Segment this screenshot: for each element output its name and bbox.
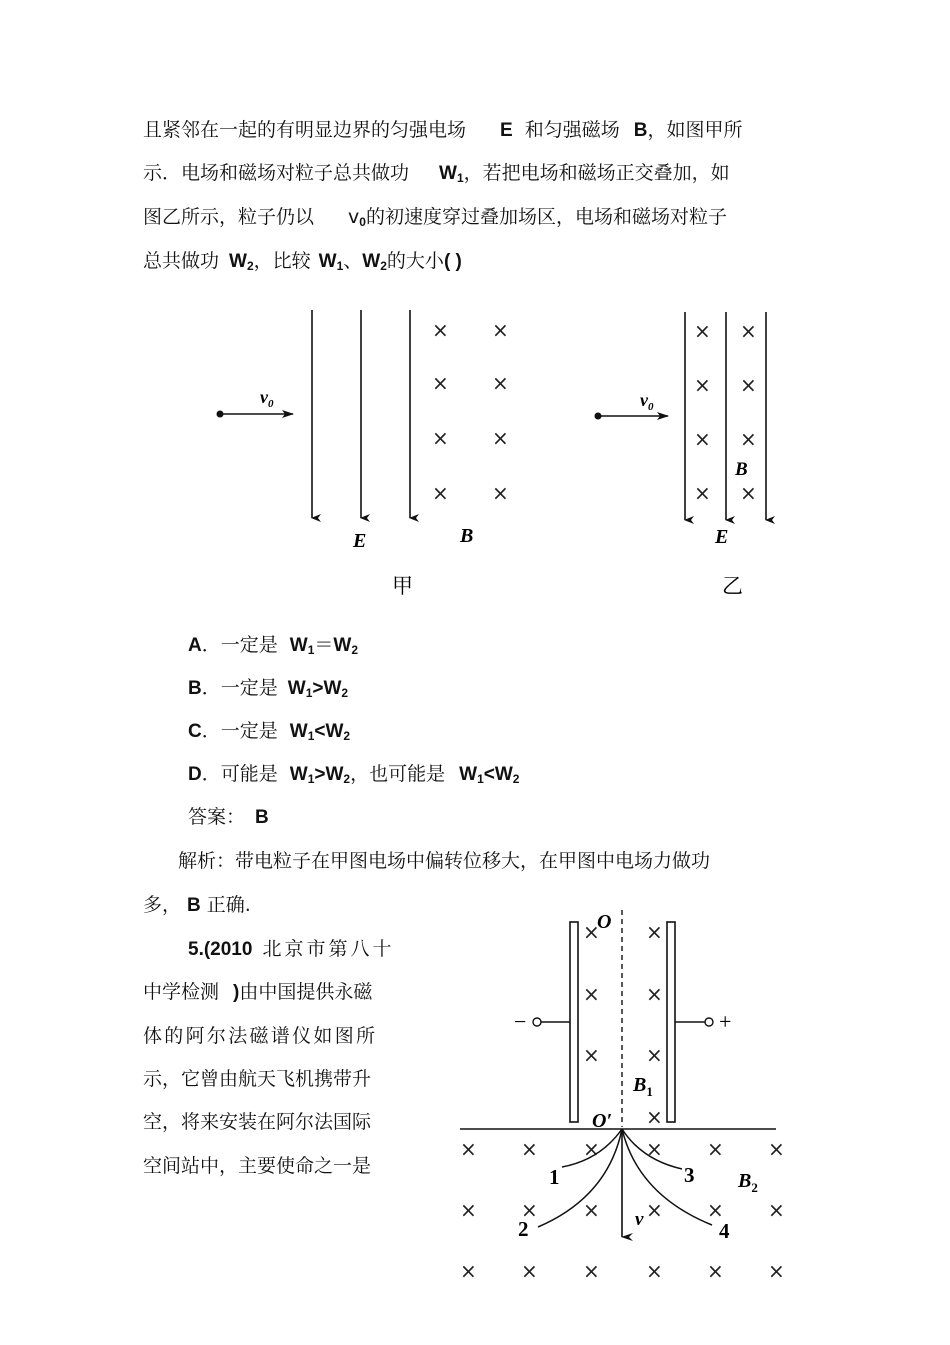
b-label: B — [735, 459, 748, 480]
cross: × — [646, 1105, 663, 1129]
option-d: D．可能是 $W_1>W_2$，也可能是 $W_1<W_2$ — [188, 763, 520, 786]
plus-sign: + — [719, 1009, 732, 1034]
q5-line-2: 中学检测 )由中国提供永磁 — [143, 981, 373, 1003]
answer: 答案： B — [188, 806, 269, 828]
cross: × — [707, 1259, 724, 1283]
cross: × — [740, 373, 757, 397]
cross: × — [646, 1259, 663, 1283]
question-line-1: 且紧邻在一起的有明显边界的匀强电场 E 和匀强磁场 B，如图甲所 — [143, 119, 743, 141]
question-line-3: 图乙所示，粒子仍以 $v_0$的初速度穿过叠加场区，电场和磁场对粒子 — [143, 206, 727, 229]
q5-line-4: 示，它曾由航天飞机携带升 — [143, 1068, 372, 1090]
analysis-line-1: 解析：带电粒子在甲图电场中偏转位移大，在甲图中电场力做功 — [178, 850, 711, 872]
e-label: E — [715, 526, 729, 548]
cross: × — [646, 1198, 663, 1222]
e-label: E — [353, 530, 367, 552]
caption-jia: 甲 — [392, 574, 413, 598]
cross: × — [432, 318, 449, 342]
cross: × — [768, 1198, 785, 1222]
b-field-crosses — [432, 318, 509, 505]
cross: × — [521, 1198, 538, 1222]
cross: × — [492, 371, 509, 395]
cross: × — [583, 1259, 600, 1283]
plus-terminal — [705, 1018, 713, 1026]
b-label: B — [460, 525, 474, 547]
v0-label: $v_0$ — [640, 390, 654, 413]
cross: × — [707, 1198, 724, 1222]
traj-label-2: 2 — [518, 1217, 529, 1241]
q5-line-6: 空间站中，主要使命之一是 — [143, 1155, 372, 1177]
minus-sign: − — [514, 1009, 527, 1034]
b1-label: $B_1$ — [633, 1074, 653, 1099]
cross: × — [646, 1137, 663, 1161]
v0-label: $v_0$ — [260, 387, 274, 410]
option-a: A．一定是 $W_1=W_2$ — [188, 634, 359, 657]
q5-line-5: 空，将来安装在阿尔法国际 — [143, 1111, 372, 1133]
figure-jia-yi — [0, 300, 950, 620]
o-prime-label: O′ — [592, 1110, 613, 1132]
cross: × — [740, 427, 757, 451]
figure-yi — [595, 312, 767, 598]
question-line-2: 示．电场和磁场对粒子总共做功 $W_1$，若把电场和磁场正交叠加，如 — [143, 162, 730, 185]
cross: × — [492, 426, 509, 450]
cross: × — [460, 1137, 477, 1161]
caption-yi: 乙 — [722, 574, 743, 598]
cross: × — [694, 481, 711, 505]
question-line-4: 总共做功 $W_2$，比较 $W_1$、$W_2$的大小( ) — [143, 250, 462, 273]
figure-jia — [217, 310, 509, 598]
traj-label-4: 4 — [719, 1219, 730, 1243]
cross: × — [694, 373, 711, 397]
option-b: B．一定是 $W_1>W_2$ — [188, 677, 349, 700]
cross: × — [583, 920, 600, 944]
cross: × — [460, 1198, 477, 1222]
q5-line-3: 体的阿尔法磁谱仪如图所 — [143, 1025, 378, 1047]
cross: × — [768, 1259, 785, 1283]
cross: × — [694, 427, 711, 451]
cross: × — [521, 1259, 538, 1283]
b2-label: $B_2$ — [738, 1170, 758, 1195]
q5-line-1: 5.(2010 北京市第八十 — [188, 938, 395, 960]
cross: × — [707, 1137, 724, 1161]
cross: × — [646, 982, 663, 1006]
cross: × — [460, 1259, 477, 1283]
cross: × — [432, 426, 449, 450]
left-plate — [570, 922, 578, 1122]
cross: × — [646, 920, 663, 944]
minus-terminal — [533, 1018, 541, 1026]
cross: × — [492, 318, 509, 342]
cross: × — [583, 1137, 600, 1161]
cross: × — [740, 481, 757, 505]
v-label: v — [635, 1209, 644, 1230]
cross: × — [694, 319, 711, 343]
option-c: C．一定是 $W_1<W_2$ — [188, 720, 351, 743]
cross: × — [521, 1137, 538, 1161]
cross: × — [583, 1043, 600, 1067]
cross: × — [646, 1043, 663, 1067]
cross: × — [432, 371, 449, 395]
cross: × — [740, 319, 757, 343]
cross: × — [492, 481, 509, 505]
o-label: O — [597, 911, 612, 933]
traj-label-3: 3 — [684, 1163, 695, 1187]
cross: × — [583, 1198, 600, 1222]
analysis-line-2: 多， B 正确. — [143, 894, 251, 916]
figure-spectrometer — [450, 905, 790, 1295]
cross: × — [432, 481, 449, 505]
cross: × — [768, 1137, 785, 1161]
traj-label-1: 1 — [549, 1165, 560, 1189]
right-plate — [667, 922, 675, 1122]
cross: × — [583, 982, 600, 1006]
